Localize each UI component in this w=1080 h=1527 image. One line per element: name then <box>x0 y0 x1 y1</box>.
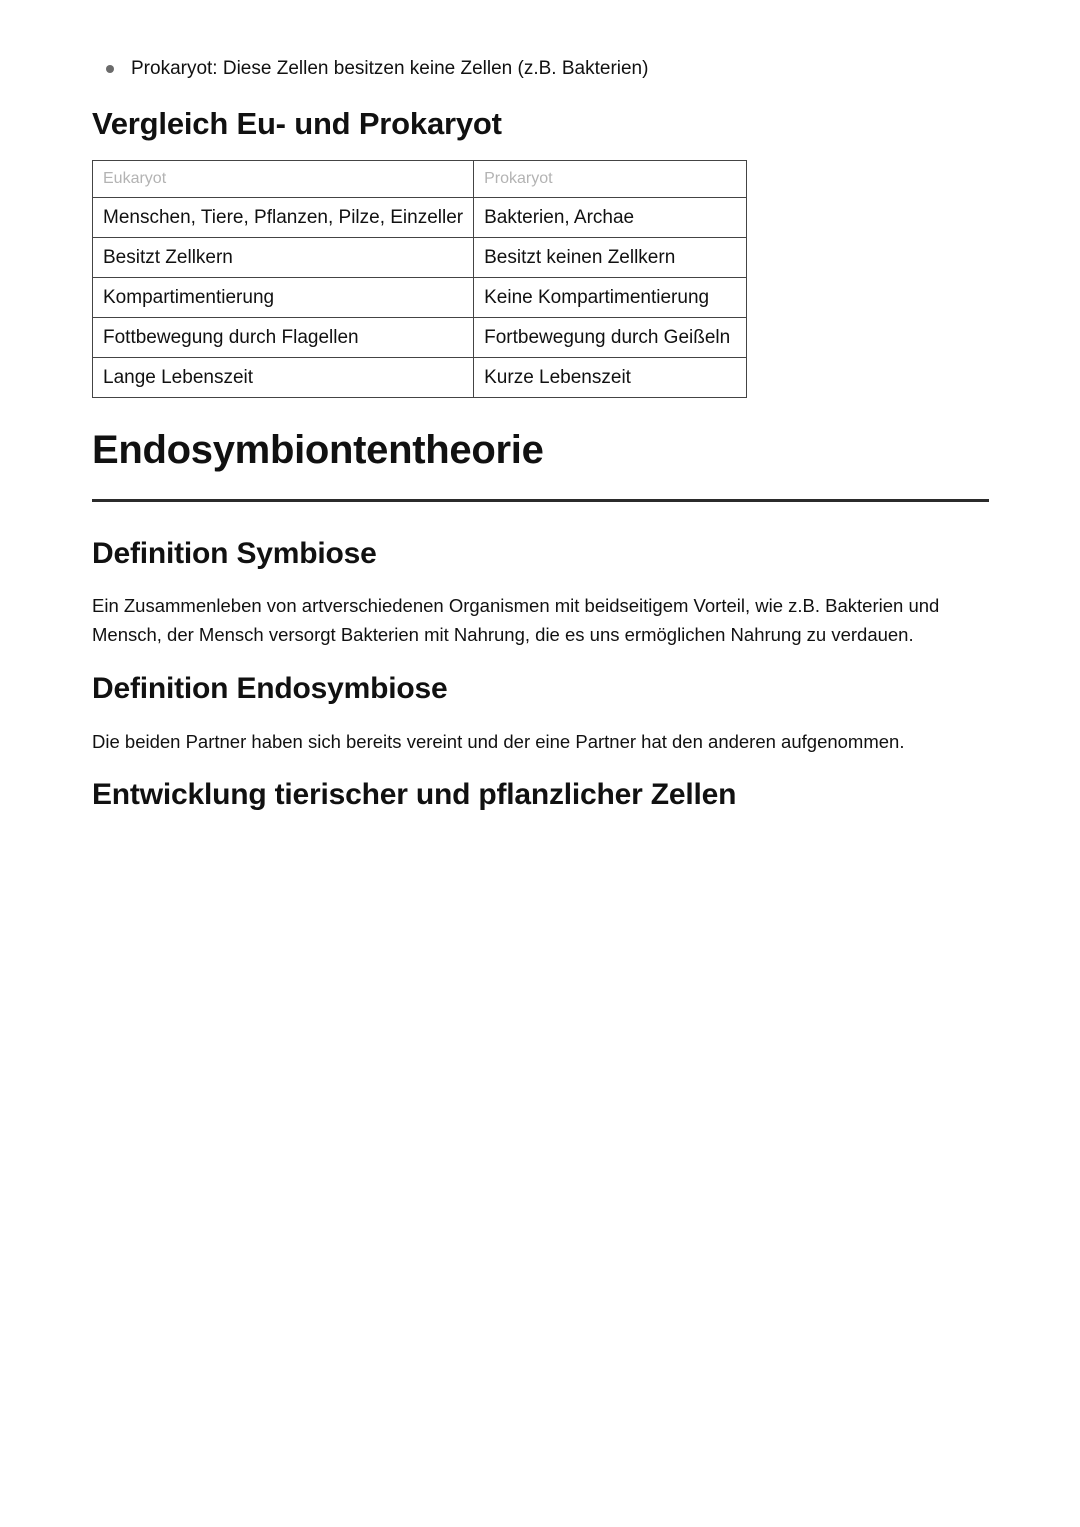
table-row <box>93 238 747 278</box>
column-header-prokaryot: Prokaryot <box>474 161 747 198</box>
table-cell: Kompartimentierung <box>93 278 474 318</box>
section-divider <box>92 499 989 502</box>
symbiose-text: Ein Zusammenleben von artverschiedenen Organismen mit beidseitigem Vorteil, wie z.B. Bakterien und Mensch, der Mensch versorgt Bakterien mit Nahrung, die es uns ermöglichen Nahrung zu verdauen. <box>92 595 940 645</box>
table-cell: Besitzt keinen Zellkern <box>474 238 747 278</box>
section-title: Endosymbiontentheorie <box>92 428 544 472</box>
table-header-row <box>93 161 747 198</box>
table-cell: Menschen, Tiere, Pflanzen, Pilze, Einzeller <box>93 198 474 238</box>
table-cell: Fortbewegung durch Geißeln <box>474 318 747 358</box>
table-cell: Kurze Lebenszeit <box>474 358 747 398</box>
entwicklung-heading: Entwicklung tierischer und pflanzlicher Zellen <box>92 778 737 811</box>
table-cell: Fottbewegung durch Flagellen <box>93 318 474 358</box>
table-row <box>93 318 747 358</box>
endosymbiose-text: Die beiden Partner haben sich bereits vereint und der eine Partner hat den anderen aufgenommen. <box>92 731 905 752</box>
table-row <box>93 198 747 238</box>
column-header-eukaryot: Eukaryot <box>93 161 474 198</box>
table-row <box>93 358 747 398</box>
bullet-list <box>106 56 648 82</box>
table-row <box>93 278 747 318</box>
table-cell: Besitzt Zellkern <box>93 238 474 278</box>
table-cell: Lange Lebenszeit <box>93 358 474 398</box>
bullet-icon <box>106 65 114 73</box>
comparison-heading: Vergleich Eu- und Prokaryot <box>92 106 502 141</box>
bullet-text: Prokaryot: Diese Zellen besitzen keine Zellen (z.B. Bakterien) <box>131 58 649 79</box>
endosymbiose-heading: Definition Endosymbiose <box>92 672 448 705</box>
table-cell: Bakterien, Archae <box>474 198 747 238</box>
table-cell: Keine Kompartimentierung <box>474 278 747 318</box>
comparison-table <box>92 160 747 398</box>
symbiose-heading: Definition Symbiose <box>92 537 377 570</box>
list-item <box>106 56 648 82</box>
